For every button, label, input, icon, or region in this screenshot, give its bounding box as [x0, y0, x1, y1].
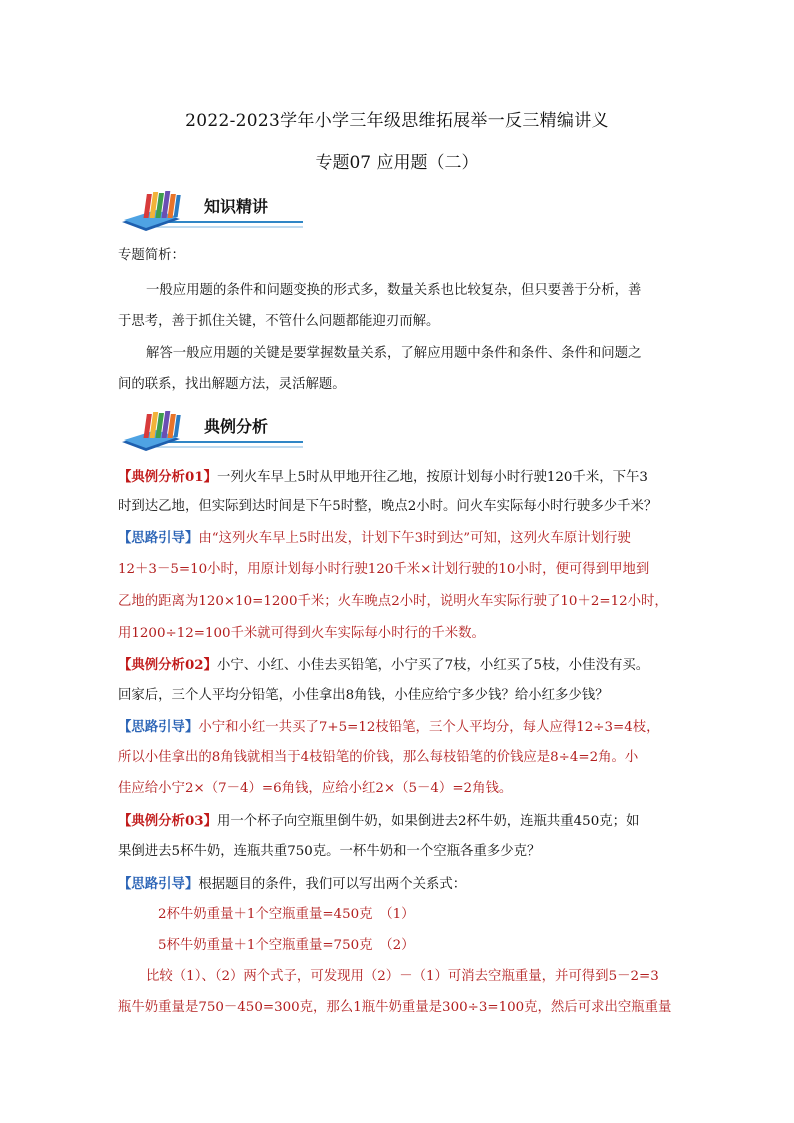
hint-text: 根据题目的条件，我们可以写出两个关系式： — [198, 877, 467, 892]
hint-tag: 【思路引导】 — [118, 876, 199, 892]
hint-tag: 【思路引导】 — [118, 719, 199, 735]
hint-text: 乙地的距离为120×10=1200千米；火车晚点2小时，说明火车实际行驶了10＋2=12小时， — [118, 594, 668, 609]
intro-label: 专题简析： — [118, 248, 185, 263]
hint-text: 所以小佳拿出的8角钱就相当于4枝铅笔的价钱，那么每枝铅笔的价钱应是8÷4=2角。小 — [118, 750, 639, 765]
example-tag: 【典例分析01】 — [118, 469, 217, 485]
equation-line: 2杯牛奶重量＋1个空瓶重量=450克 （1） — [158, 907, 415, 922]
hint-line — [118, 717, 678, 738]
example-question — [118, 655, 678, 676]
question-text: 一列火车早上5时从甲地开往乙地，按原计划每小时行驶120千米，下午3 — [216, 470, 648, 485]
example-question — [118, 467, 678, 488]
paragraph-line: 间的联系，找出解题方法，灵活解题。 — [118, 377, 346, 392]
paragraph-line: 一般应用题的条件和问题变换的形式多，数量关系也比较复杂，但只要善于分析，善 — [146, 283, 642, 298]
paragraph-line: 于思考，善于抓住关键，不管什么问题都能迎刃而解。 — [118, 314, 440, 329]
hint-line — [118, 528, 678, 549]
question-text: 果倒进去5杯牛奶，连瓶共重750克。一杯牛奶和一个空瓶各重多少克？ — [118, 844, 541, 859]
section-heading-examples: 典例分析 — [204, 417, 269, 436]
hint-text: 小宁和小红一共买了7+5=12枝铅笔，三个人平均分，每人应得12÷3=4枝， — [198, 720, 660, 735]
hint-line — [118, 874, 678, 895]
question-text: 时到达乙地，但实际到达时间是下午5时整，晚点2小时。问火车实际每小时行驶多少千米？ — [118, 499, 658, 514]
example-question — [118, 811, 678, 832]
section-heading-knowledge: 知识精讲 — [204, 197, 269, 216]
question-text: 用一个杯子向空瓶里倒牛奶，如果倒进去2杯牛奶，连瓶共重450克；如 — [216, 814, 640, 829]
hint-text: 由“这列火车早上5时出发，计划下午3时到达”可知，这列火车原计划行驶 — [198, 531, 631, 546]
example-tag: 【典例分析03】 — [118, 813, 217, 829]
hint-text: 佳应给小宁2×（7－4）=6角钱，应给小红2×（5－4）=2角钱。 — [118, 781, 513, 796]
hint-text: 用1200÷12=100千米就可得到火车实际每小时行的千米数。 — [118, 626, 485, 641]
section-banner-examples — [118, 406, 308, 454]
question-text: 小宁、小红、小佳去买铅笔，小宁买了7枝，小红买了5枝，小佳没有买。 — [216, 658, 650, 673]
hint-text: 比较（1）、（2）两个式子，可发现用（2）－（1）可消去空瓶重量，并可得到5－2=3 — [146, 969, 659, 984]
hint-text: 瓶牛奶重量是750－450=300克，那么1瓶牛奶重量是300÷3=100克，然后可求出空瓶重量 — [118, 1000, 672, 1015]
paragraph-line: 解答一般应用题的关键是要掌握数量关系，了解应用题中条件和条件、条件和问题之 — [146, 346, 642, 361]
equation-line: 5杯牛奶重量＋1个空瓶重量=750克 （2） — [158, 938, 415, 953]
section-banner-knowledge — [118, 186, 308, 234]
hint-tag: 【思路引导】 — [118, 530, 199, 546]
example-tag: 【典例分析02】 — [118, 657, 217, 673]
document-subtitle: 专题07 应用题（二） — [315, 153, 479, 173]
hint-text: 12＋3－5=10小时，用原计划每小时行驶120千米×计划行驶的10小时，便可得到甲地到 — [118, 562, 650, 577]
document-title: 2022-2023学年小学三年级思维拓展举一反三精编讲义 — [185, 111, 609, 131]
question-text: 回家后，三个人平均分铅笔，小佳拿出8角钱，小佳应给宁多少钱？给小红多少钱？ — [118, 688, 609, 703]
